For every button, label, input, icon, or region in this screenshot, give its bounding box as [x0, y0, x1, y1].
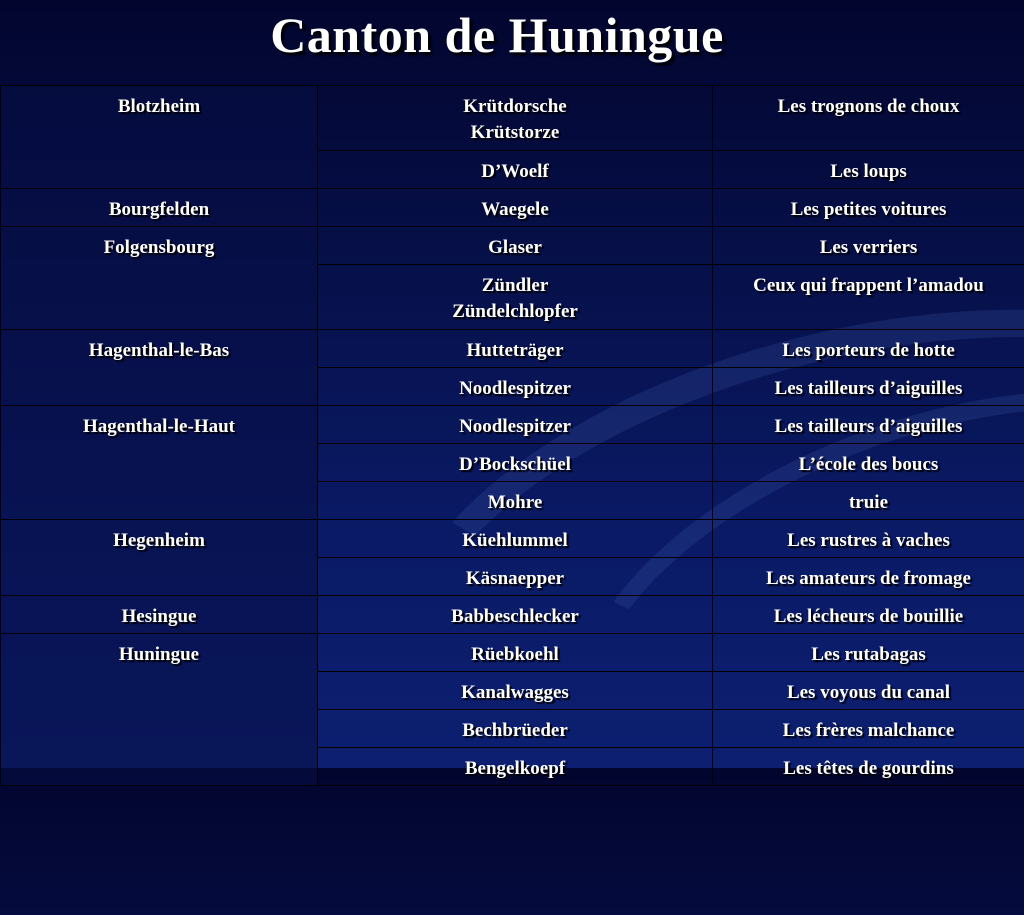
nickname-text: Babbeschlecker	[322, 604, 708, 630]
nickname-text: Küehlummel	[322, 528, 708, 554]
nickname-cell	[318, 596, 713, 634]
meaning-cell: Les tailleurs d’aiguilles	[713, 406, 1024, 444]
commune-cell: Blotzheim	[1, 86, 318, 189]
nickname-text: Krütdorsche	[322, 94, 708, 120]
table-row	[1, 520, 1024, 558]
meaning-cell: Les verriers	[713, 227, 1024, 265]
nickname-cell	[318, 151, 713, 189]
nickname-cell	[318, 86, 713, 151]
nickname-cell	[318, 710, 713, 748]
table-row	[1, 86, 1024, 151]
nickname-text: Glaser	[322, 235, 708, 261]
nickname-text: D’Woelf	[322, 159, 708, 185]
nickname-text: Noodlespitzer	[322, 376, 708, 402]
nickname-cell	[318, 558, 713, 596]
nickname-text: Krütstorze	[322, 120, 708, 146]
meaning-cell: Les amateurs de fromage	[713, 558, 1024, 596]
meaning-cell: Les rutabagas	[713, 634, 1024, 672]
nickname-text: Käsnaepper	[322, 566, 708, 592]
table-body	[1, 86, 1024, 786]
meaning-cell: Les loups	[713, 151, 1024, 189]
nickname-cell	[318, 444, 713, 482]
table-row	[1, 227, 1024, 265]
nickname-text: Bechbrüeder	[322, 718, 708, 744]
nickname-text: Hutteträger	[322, 338, 708, 364]
commune-cell: Hegenheim	[1, 520, 318, 596]
commune-cell: Huningue	[1, 634, 318, 786]
slide-title: Canton de Huningue	[0, 6, 1024, 64]
meaning-cell: Les tailleurs d’aiguilles	[713, 368, 1024, 406]
commune-cell: Bourgfelden	[1, 189, 318, 227]
meaning-cell: Ceux qui frappent l’amadou	[713, 265, 1024, 330]
table-row	[1, 330, 1024, 368]
nickname-cell	[318, 189, 713, 227]
meaning-cell: L’école des boucs	[713, 444, 1024, 482]
nickname-text: Zündelchlopfer	[322, 299, 708, 325]
nickname-cell	[318, 227, 713, 265]
meaning-cell: Les voyous du canal	[713, 672, 1024, 710]
nickname-cell	[318, 482, 713, 520]
nickname-cell	[318, 634, 713, 672]
table-row	[1, 406, 1024, 444]
meaning-cell: Les porteurs de hotte	[713, 330, 1024, 368]
nickname-cell	[318, 672, 713, 710]
nickname-text: Kanalwagges	[322, 680, 708, 706]
commune-cell: Hesingue	[1, 596, 318, 634]
nickname-text: Rüebkoehl	[322, 642, 708, 668]
nickname-text: Zündler	[322, 273, 708, 299]
meaning-cell: Les frères malchance	[713, 710, 1024, 748]
commune-cell: Folgensbourg	[1, 227, 318, 330]
nickname-cell	[318, 748, 713, 786]
meaning-cell: Les têtes de gourdins	[713, 748, 1024, 786]
meaning-cell: Les trognons de choux	[713, 86, 1024, 151]
nickname-text: D’Bockschüel	[322, 452, 708, 478]
nickname-cell	[318, 330, 713, 368]
nickname-text: Waegele	[322, 197, 708, 223]
commune-cell: Hagenthal-le-Haut	[1, 406, 318, 520]
meaning-cell: Les rustres à vaches	[713, 520, 1024, 558]
table-row	[1, 634, 1024, 672]
nickname-text: Noodlespitzer	[322, 414, 708, 440]
nickname-cell	[318, 406, 713, 444]
nickname-text: Mohre	[322, 490, 708, 516]
nickname-cell	[318, 520, 713, 558]
nickname-cell	[318, 265, 713, 330]
meaning-cell: truie	[713, 482, 1024, 520]
nickname-cell	[318, 368, 713, 406]
meaning-cell: Les lécheurs de bouillie	[713, 596, 1024, 634]
table-row	[1, 189, 1024, 227]
meaning-cell: Les petites voitures	[713, 189, 1024, 227]
commune-cell: Hagenthal-le-Bas	[1, 330, 318, 406]
nicknames-table	[0, 85, 1024, 786]
table-row	[1, 596, 1024, 634]
nickname-text: Bengelkoepf	[322, 756, 708, 782]
